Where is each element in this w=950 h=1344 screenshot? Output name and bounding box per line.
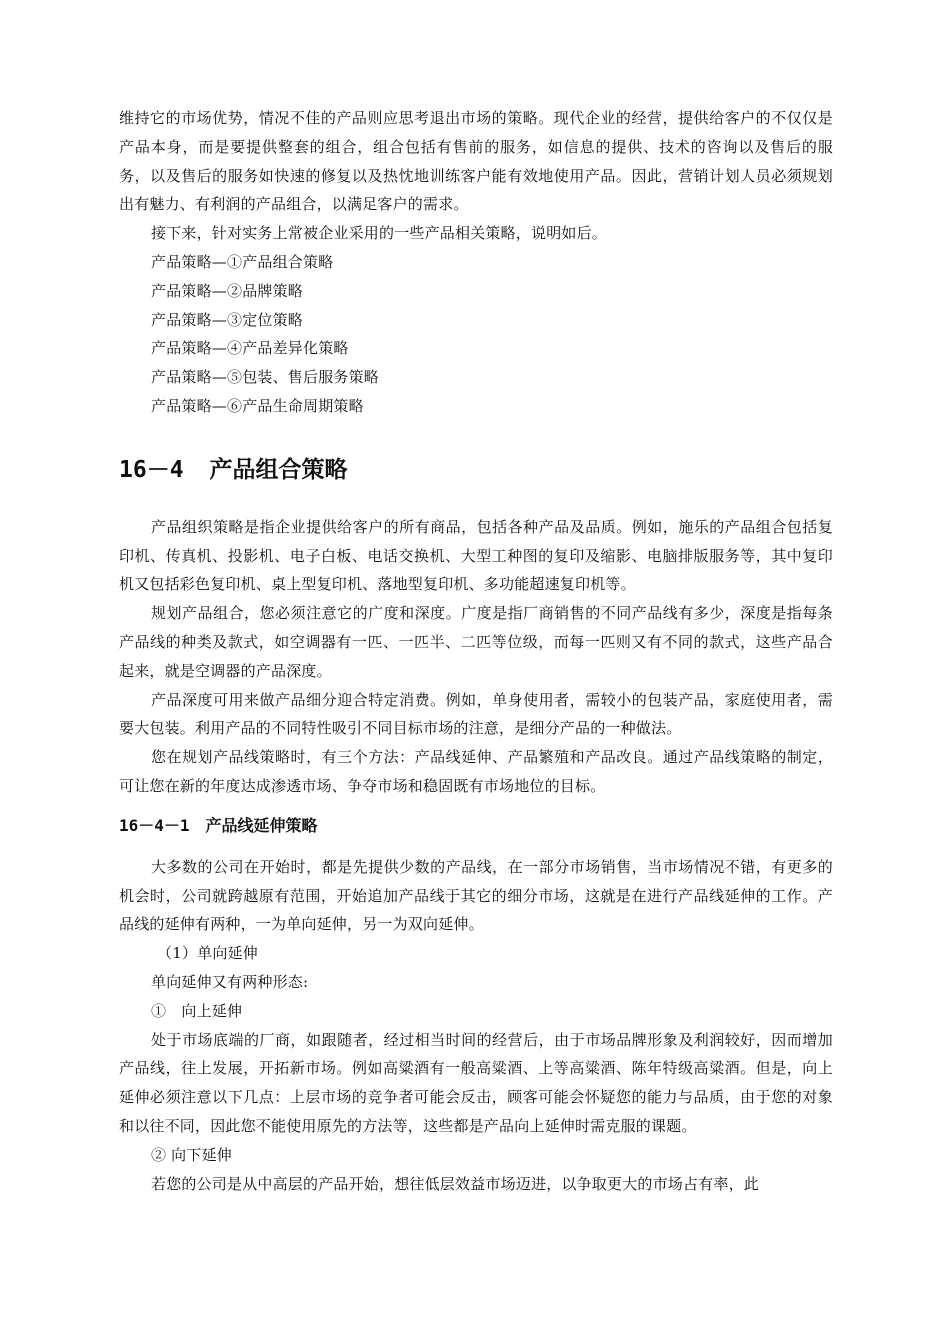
section-title: 产品组合策略: [209, 456, 348, 483]
strategy-item: 产品策略—④产品差异化策略: [151, 339, 349, 358]
page-content: [119, 104, 833, 1198]
subsection-heading: [119, 813, 833, 839]
section-paragraph: 您在规划产品线策略时，有三个方法：产品线延伸、产品繁殖和产品改良。通过产品线策略的制定，可让您在新的年度达成渗透市场、争夺市场和稳固既有市场地位的目标。: [119, 748, 833, 795]
strategy-item: 产品策略—①产品组合策略: [151, 252, 334, 271]
subsection-paragraph-2: 单向延伸又有两种形态:: [151, 972, 309, 991]
subsection-paragraph-3: 处于市场底端的厂商，如跟随者，经过相当时间的经营后，由于市场品牌形象及利润较好，因而增加产品线，往上发展，开拓新市场。例如高粱酒有一般高粱酒、上等高粱酒、陈年特级高粱酒。但是，向上延伸必须注意以下几点：上层市场的竞争者可能会反击，顾客可能会怀疑您的能力与品质，由于您的对象和以往不同，因此您不能使用原先的方法等，这些都是产品向上延伸时需克服的课题。: [119, 1030, 833, 1135]
section-paragraph: 产品深度可用来做产品细分迎合特定消费。例如，单身使用者，需较小的包装产品，家庭使用者，需要大包装。利用产品的不同特性吸引不同目标市场的注意，是细分产品的一种做法。: [119, 690, 833, 738]
strategy-list: [119, 248, 833, 421]
section-number: 16－4: [119, 456, 184, 483]
label-one-way-extension: （1）单向延伸: [157, 944, 258, 963]
subsection-number: 16－4－1: [119, 815, 190, 835]
section-paragraph: 规划产品组合，您必须注意它的广度和深度。广度是指厂商销售的不同产品线有多少，深度是指每条产品线的种类及款式，如空调器有一匹、一匹半、二匹等位级，而每一匹则又有不同的款式，这些产品合起来，就是空调器的产品深度。: [119, 604, 833, 680]
strategy-item: 产品策略—⑥产品生命周期策略: [151, 396, 364, 415]
section-paragraph: 产品组织策略是指企业提供给客户的所有商品，包括各种产品及品质。例如，施乐的产品组合包括复印机、传真机、投影机、电子白板、电话交换机、大型工种图的复印及缩影、电脑排版服务等，其中复印机又包括彩色复印机、桌上型复印机、落地型复印机、多功能超速复印机等。: [119, 517, 833, 594]
subsection-title: 产品线延伸策略: [205, 815, 318, 835]
label-downward-extension: ② 向下延伸: [151, 1145, 232, 1164]
intro-paragraph-2: 接下来，针对实务上常被企业采用的一些产品相关策略，说明如后。: [151, 224, 608, 243]
strategy-item: 产品策略—②品牌策略: [151, 281, 304, 300]
subsection-paragraph-1: 大多数的公司在开始时，都是先提供少数的产品线，在一部分市场销售，当市场情况不错，有更多的机会时，公司就跨越原有范围，开始追加产品线于其它的细分市场，这就是在进行产品线延伸的工作。产品线的延伸有两种，一为单向延伸，另一为双向延伸。: [119, 857, 833, 934]
label-upward-extension: ① 向上延伸: [151, 1001, 243, 1020]
strategy-item: 产品策略—③定位策略: [151, 310, 304, 329]
strategy-item: 产品策略—⑤包装、售后服务策略: [151, 368, 380, 387]
intro-paragraph-1: 维持它的市场优势，情况不佳的产品则应思考退出市场的策略。现代企业的经营，提供给客户的不仅仅是产品本身，而是要提供整套的组合，组合包括有售前的服务，如信息的提供、技术的咨询以及售后的服务，以及售后的服务如快速的修复以及热忱地训练客户能有效地使用产品。因此，营销计划人员必须规划出有魅力、有利润的产品组合，以满足客户的需求。: [119, 109, 833, 214]
section-heading: [119, 455, 833, 485]
subsection-paragraph-4: 若您的公司是从中高层的产品开始，想往低层效益市场迈进，以争取更大的市场占有率，此: [151, 1174, 760, 1193]
